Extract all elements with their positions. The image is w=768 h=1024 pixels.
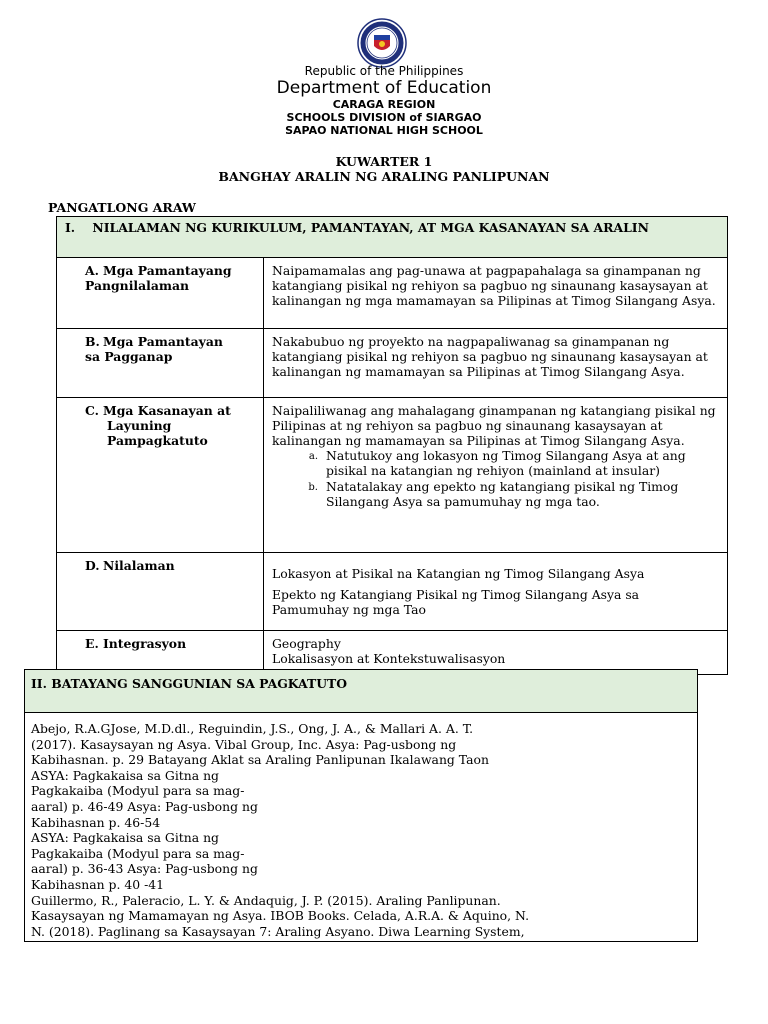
curriculum-table <box>56 216 728 675</box>
reference-line: ASYA: Pagkakaisa sa Gitna ng <box>31 830 219 846</box>
section2-heading: II. BATAYANG SANGGUNIAN SA PAGKATUTO <box>25 670 698 713</box>
references-table <box>24 669 698 942</box>
reference-line: ASYA: Pagkakaisa sa Gitna ng <box>31 767 219 783</box>
reference-line: Guillermo, R., Paleracio, L. Y. & Andaquig, J. P. (2015). Araling Panlipunan. <box>31 892 501 908</box>
row-text-d: Lokasyon at Pisikal na Katangian ng Timog Silangang Asya Epekto ng Katangiang Pisikal ng Timog Silangang Asya sa Pamumuhay ng mga Tao <box>264 553 728 631</box>
plan-title: BANGHAY ARALIN NG ARALING PANLIPUNAN <box>218 169 550 184</box>
department-title: Department of Education <box>276 78 492 98</box>
reference-line: Kabihasnan p. 46-54 <box>31 814 161 830</box>
deped-seal-logo <box>357 18 407 68</box>
row-text-b: Nakabubuo ng proyekto na nagpapaliwanag sa ginampanan ng katangiang pisikal ng rehiyon sa pagbuo ng sinaunang kasaysayan at kalinangan ng mamamayan sa Pilipinas at Timog Silangang Asya. <box>264 329 728 398</box>
row-label-e: E. Integrasyon <box>57 631 264 675</box>
objective-text: Naipaliliwanag ang mahalagang ginampanan ng katangiang pisikal ng Pilipinas at ng rehiyon sa pagbuo ng sinaunang kasaysayan at kalinangan ng mamamayan sa Pilipinas at Timog Silangang Asya. <box>272 403 716 448</box>
row-text-a: Naipamamalas ang pag-unawa at pagpapahalaga sa ginampanan ng katangiang pisikal ng rehiyon sa pagbuo ng sinaunang kasaysayan at kalinangan ng mga mamamayan sa Pilipinas at Timog Silangang Asya. <box>264 258 728 329</box>
republic-label: Republic of the Philippines <box>304 64 464 78</box>
row-text-e: Geography Lokalisasyon at Kontekstuwalisasyon <box>264 631 728 675</box>
division-label: SCHOOLS DIVISION of SIARGAO <box>286 111 482 124</box>
reference-line: Pagkakaiba (Modyul para sa mag- <box>31 845 245 861</box>
region-label: CARAGA REGION <box>332 98 436 111</box>
row-label-d: D. Nilalaman <box>57 553 264 631</box>
table-row <box>57 329 728 398</box>
references-body <box>25 713 698 942</box>
table-row <box>57 398 728 553</box>
row-label-c: C. Mga Kasanayan at Layuning Pampagkatuto <box>57 398 264 553</box>
section1-heading: I. NILALAMAN NG KURIKULUM, PAMANTAYAN, AT MGA KASANAYAN SA ARALIN <box>57 217 728 258</box>
row-label-b: B. Mga Pamantayan sa Pagganap <box>57 329 264 398</box>
reference-line: aaral) p. 46-49 Asya: Pag-usbong ng <box>31 798 258 814</box>
reference-line: (2017). Kasaysayan ng Asya. Vibal Group, Inc. Asya: Pag-usbong ng <box>31 736 457 752</box>
table-row <box>57 631 728 675</box>
list-item: b. Natatalakay ang epekto ng katangiang pisikal ng Timog Silangang Asya sa pamumuhay ng mga tao. <box>308 478 679 509</box>
row-label-a: A. Mga Pamantayang Pangnilalaman <box>57 258 264 329</box>
reference-line: N. (2018). Paglinang sa Kasaysayan 7: Araling Asyano. Diwa Learning System, <box>31 923 525 939</box>
table-row <box>57 553 728 631</box>
reference-line: Kasaysayan ng Mamamayan ng Asya. IBOB Books. Celada, A.R.A. & Aquino, N. <box>31 908 530 924</box>
school-label: SAPAO NATIONAL HIGH SCHOOL <box>285 124 483 137</box>
day-label: PANGATLONG ARAW <box>48 200 196 215</box>
reference-line: Abejo, R.A.GJose, M.D.dl., Reguindin, J.S., Ong, J. A., & Mallari A. A. T. <box>31 721 474 736</box>
list-item: a. Natutukoy ang lokasyon ng Timog Silangang Asya at ang pisikal na katangian ng rehiyon (mainland at insular) <box>308 448 686 479</box>
table-row <box>57 258 728 329</box>
row-text-c <box>264 398 728 553</box>
reference-line: Pagkakaiba (Modyul para sa mag- <box>31 783 245 799</box>
reference-line: Kabihasnan. p. 29 Batayang Aklat sa Araling Panlipunan Ikalawang Taon <box>31 752 489 768</box>
reference-line: Kabihasnan p. 40 -41 <box>31 876 165 892</box>
quarter-label: KUWARTER 1 <box>335 154 433 169</box>
reference-line: aaral) p. 36-43 Asya: Pag-usbong ng <box>31 861 258 877</box>
